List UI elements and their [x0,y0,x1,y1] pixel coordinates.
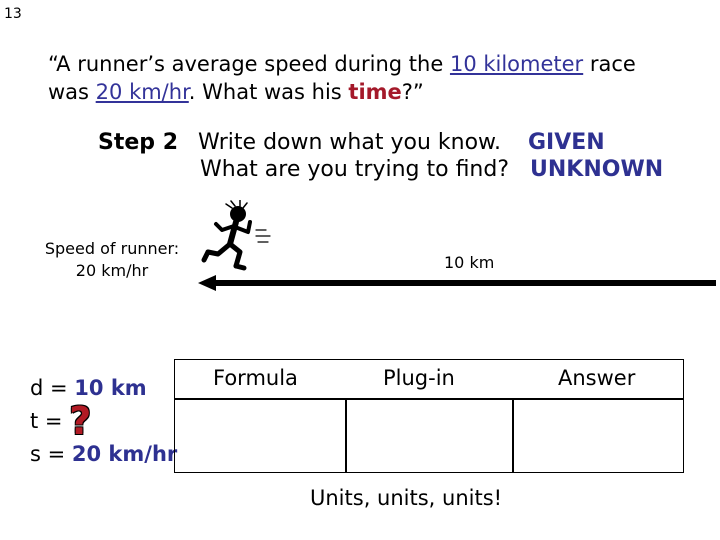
speed-variable [30,438,177,471]
quote-text: . What was his [188,80,349,104]
s-value: 20 km/hr [71,442,178,466]
solution-table [174,359,684,473]
speed-label-line-2: 20 km/hr [75,261,149,280]
quote-text: ?” [401,80,424,104]
table-column-divider [345,398,347,472]
speed-label [44,238,180,282]
speed-label-line-1: Speed of runner: [44,239,180,258]
given-label: GIVEN [528,130,605,155]
step-instruction [98,128,501,158]
answer-header: Answer [558,366,636,390]
table-column-divider [512,398,514,472]
s-label: s = [30,442,72,466]
distance-line [210,280,716,286]
d-value: 10 km [74,376,147,400]
runner-icon [198,200,278,280]
known-variables [30,372,177,471]
distance-label: 10 km [444,253,495,272]
step-line-1: Write down what you know. [198,130,501,155]
slide-number: 13 [4,6,22,22]
time-variable [30,399,177,443]
question-mark-icon: ? [69,399,92,443]
step-line-2: What are you trying to find? [200,157,510,182]
problem-quote [48,50,636,106]
quote-text: was [48,80,96,104]
quote-speed: 20 km/hr [95,80,189,104]
formula-header: Formula [213,366,298,390]
d-label: d = [30,376,75,400]
unknown-label: UNKNOWN [530,157,664,182]
quote-distance: 10 kilometer [449,52,584,76]
table-header-divider [175,398,683,400]
distance-variable [30,372,177,405]
quote-text: “A runner’s average speed during the [48,52,450,76]
t-label: t = [30,409,70,433]
step-label: Step 2 [98,130,178,155]
quote-time: time [348,80,402,104]
plug-in-header: Plug-in [383,366,455,390]
units-reminder: Units, units, units! [310,486,503,510]
quote-text: race [583,52,636,76]
